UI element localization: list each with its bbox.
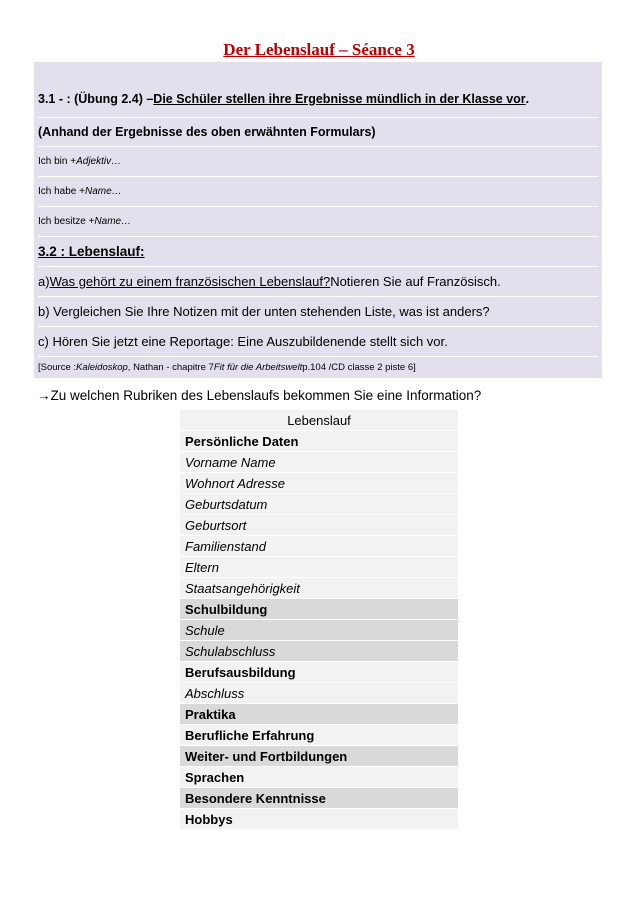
ich-bin-text: Ich bin +: [38, 155, 77, 167]
source-chapter: Fit für die Arbeitswelt: [213, 361, 303, 373]
table-row: Eltern: [180, 557, 458, 578]
table-row: Berufliche Erfahrung: [180, 725, 458, 746]
table-row: Sprachen: [180, 767, 458, 788]
table-row: Vorname Name: [180, 452, 458, 473]
anhand-line: [38, 118, 598, 147]
ich-besitze-line: [38, 206, 598, 237]
exercise-panel: [34, 62, 602, 378]
table-row: Berufsausbildung: [180, 662, 458, 683]
lebenslauf-table: [180, 410, 458, 830]
table-row: Wohnort Adresse: [180, 473, 458, 494]
item-a: [38, 266, 598, 297]
source-book: Kaleidoskop: [76, 361, 128, 373]
table-row: Weiter- und Fortbildungen: [180, 746, 458, 767]
source-part-1: [Source :: [38, 361, 77, 373]
rubrics-question: →Zu welchen Rubriken des Lebenslaufs bekommen Sie eine Information?: [37, 388, 482, 403]
ich-habe-text: Ich habe +: [38, 185, 85, 197]
table-row: Hobbys: [180, 809, 458, 830]
table-row: Staatsangehörigkeit: [180, 578, 458, 599]
ich-besitze-italic: Name…: [94, 215, 132, 227]
item-c: [38, 326, 598, 357]
table-row: Schule: [180, 620, 458, 641]
section-3-2-heading: 3.2 : Lebenslauf:: [38, 243, 145, 259]
table-row: Familienstand: [180, 536, 458, 557]
item-a-suffix: Notieren Sie auf Französisch.: [330, 273, 501, 289]
item-a-question: Was gehört zu einem französischen Lebenslauf?: [49, 273, 331, 289]
table-row: Besondere Kenntnisse: [180, 788, 458, 809]
exercise-3-1: [38, 62, 598, 118]
table-row: Schulabschluss: [180, 641, 458, 662]
anhand-text: (Anhand der Ergebnisse des oben erwähnten Formulars): [38, 125, 376, 139]
ich-habe-line: [38, 176, 598, 207]
table-row: Persönliche Daten: [180, 431, 458, 452]
table-header: Lebenslauf: [180, 410, 458, 431]
table-row: Abschluss: [180, 683, 458, 704]
source-line: [38, 356, 598, 378]
ich-bin-italic: Adjektiv…: [76, 155, 122, 167]
table-row: Schulbildung: [180, 599, 458, 620]
ich-bin-line: [38, 146, 598, 177]
page-title: Der Lebenslauf – Séance 3: [223, 40, 415, 59]
ich-besitze-text: Ich besitze +: [38, 215, 95, 227]
item-a-prefix: a): [38, 273, 50, 289]
table-row: Praktika: [180, 704, 458, 725]
ich-habe-italic: Name…: [84, 185, 122, 197]
section-3-2: [38, 236, 598, 267]
table-row: Geburtsdatum: [180, 494, 458, 515]
item-c-text: c) Hören Sie jetzt eine Reportage: Eine Auszubildenende stellt sich vor.: [38, 333, 448, 349]
source-part-3: p.104 /CD classe 2 piste 6]: [302, 361, 416, 373]
item-b: [38, 296, 598, 327]
table-row: Geburtsort: [180, 515, 458, 536]
exercise-3-1-suffix: .: [525, 91, 530, 106]
source-part-2: , Nathan - chapitre 7: [127, 361, 214, 373]
item-b-text: b) Vergleichen Sie Ihre Notizen mit der unten stehenden Liste, was ist anders?: [38, 303, 490, 319]
exercise-3-1-prefix: 3.1 - : (Übung 2.4) –: [38, 91, 154, 106]
exercise-3-1-task: Die Schüler stellen ihre Ergebnisse mündlich in der Klasse vor: [153, 91, 526, 106]
